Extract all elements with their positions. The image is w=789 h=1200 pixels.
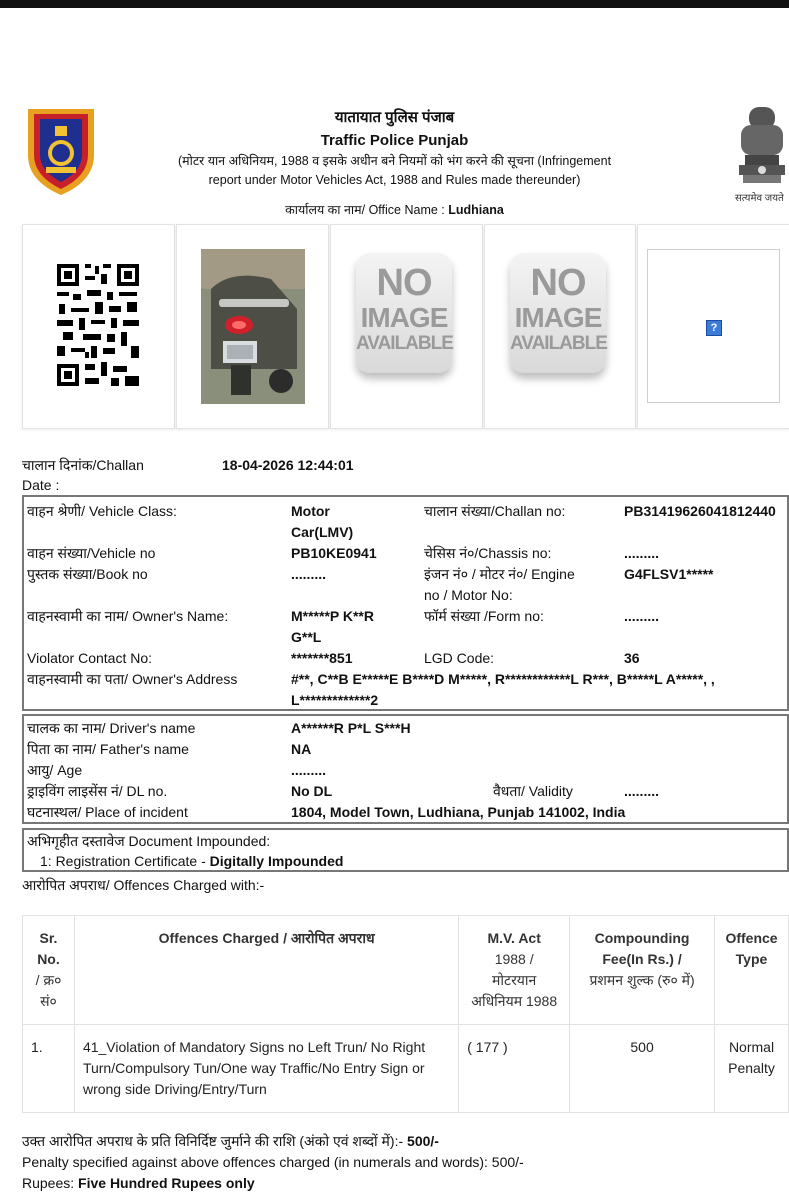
- impound-status: Digitally Impounded: [209, 853, 344, 869]
- rupees-label: Rupees:: [22, 1175, 75, 1191]
- qr-code-icon: [55, 262, 141, 388]
- validity-value: .........: [624, 783, 660, 799]
- penalty-hindi-value: 500/-: [407, 1133, 439, 1149]
- dl-no-value: No DL: [291, 783, 333, 799]
- penalty-hindi-text: उक्त आरोपित अपराध के प्रति विनिर्दिष्ट जुर्माने की राशि (अंको एवं शब्दों में):-: [22, 1133, 404, 1149]
- impound-item-text: 1: Registration Certificate -: [40, 853, 206, 869]
- fee-header-line2: Fee(In Rs.) /: [602, 951, 682, 967]
- challan-date-value: 18-04-2026 12:44:01: [222, 457, 354, 473]
- title-hindi: यातायात पुलिस पंजाब: [334, 109, 455, 126]
- top-bar: [0, 0, 789, 8]
- no-image-panel-1: [330, 224, 483, 429]
- no-image-placeholder-1: [356, 253, 452, 373]
- owner-name-value-line1: M*****P K**R: [291, 608, 374, 624]
- father-name-value: NA: [291, 741, 312, 757]
- type-line1: Normal: [728, 1039, 775, 1055]
- driver-name-value: A******R P*L S***H: [291, 720, 411, 736]
- office-value: Ludhiana: [448, 203, 504, 217]
- rupees-value: Five Hundred Rupees only: [78, 1175, 255, 1191]
- penalty-rupees: [22, 1173, 255, 1194]
- type-header-line2: Type: [735, 951, 768, 967]
- engine-no-label-line2: no / Motor No:: [424, 587, 513, 603]
- father-name-label: पिता का नाम/ Father's name: [27, 741, 189, 757]
- sr-no-header: [23, 916, 75, 1025]
- no-image-text-2: IMAGE: [514, 302, 602, 333]
- sr-header-line4: सं०: [40, 993, 57, 1009]
- offence-cell: 41_Violation of Mandatory Signs no Left Trun/ No Right Turn/Compulsory Tun/One way Traffic/No Entry Sign or wrong side Driving/Entry/Turn: [74, 1025, 458, 1113]
- offence-type-header: [715, 916, 789, 1025]
- act-header-line4: अधिनियम 1988: [471, 993, 558, 1009]
- age-label: आयु/ Age: [27, 762, 83, 778]
- driver-name-label: चालक का नाम/ Driver's name: [27, 720, 196, 736]
- form-no-label: फॉर्म संख्या /Form no:: [424, 608, 544, 624]
- fee-header: [570, 916, 715, 1025]
- owner-address-value-line1: #**, C**B E*****E B****D M*****, R************L R***, B*****L A*****, ,: [291, 671, 715, 687]
- act-header: [459, 916, 570, 1025]
- challan-date-label-line2: Date :: [22, 477, 60, 493]
- sr-header-line1: Sr.: [39, 930, 58, 946]
- no-image-text-1: NO: [530, 262, 586, 304]
- lgd-code-value: 36: [624, 650, 640, 666]
- evidence-photo-panel: [176, 224, 329, 429]
- broken-image-panel: [637, 224, 789, 429]
- offences-table: [22, 915, 789, 1113]
- motorcycle-photo: [201, 249, 305, 404]
- broken-image-frame: [647, 249, 780, 403]
- type-header-line1: Offence: [725, 930, 778, 946]
- impound-label: अभिगृहीत दस्तावेज Document Impounded:: [27, 833, 271, 849]
- chassis-no-value: .........: [624, 545, 660, 561]
- qr-code-panel: [22, 224, 175, 429]
- offences-heading: आरोपित अपराध/ Offences Charged with:-: [22, 877, 265, 893]
- challan-date-label-line1: चालान दिनांक/Challan: [22, 457, 144, 473]
- challan-no-value: PB31419626041812440: [624, 503, 776, 519]
- form-no-value: .........: [624, 608, 660, 624]
- contact-no-value: *******851: [291, 650, 353, 666]
- vehicle-no-label: वाहन संख्या/Vehicle no: [27, 545, 156, 561]
- vehicle-class-value-line2: Car(LMV): [291, 524, 354, 540]
- type-line2: Penalty: [728, 1060, 775, 1076]
- act-header-line2: 1988 /: [494, 951, 534, 967]
- engine-no-label-line1: इंजन नं० / मोटर नं०/ Engine: [424, 566, 575, 582]
- impound-item: [40, 851, 343, 872]
- no-image-placeholder-2: [510, 253, 606, 373]
- engine-no-value: G4FLSV1*****: [624, 566, 714, 582]
- book-no-value: .........: [291, 566, 327, 582]
- owner-name-label: वाहनस्वामी का नाम/ Owner's Name:: [27, 608, 229, 624]
- age-value: .........: [291, 762, 327, 778]
- place-of-incident-value: 1804, Model Town, Ludhiana, Punjab 141002, India: [291, 804, 626, 820]
- lgd-code-label: LGD Code:: [424, 650, 495, 666]
- title-english: Traffic Police Punjab: [320, 132, 469, 149]
- owner-address-label: वाहनस्वामी का पता/ Owner's Address: [27, 671, 238, 687]
- act-header-line3: मोटरयान: [492, 972, 537, 988]
- act-header-line1: M.V. Act: [487, 930, 541, 946]
- no-image-text-1: NO: [376, 262, 432, 304]
- challan-date-label: [22, 455, 144, 495]
- vehicle-class-label: वाहन श्रेणी/ Vehicle Class:: [27, 503, 177, 519]
- act-cell: ( 177 ): [459, 1025, 570, 1113]
- no-image-text-3: AVAILABLE: [510, 333, 607, 354]
- vehicle-no-value: PB10KE0941: [291, 545, 377, 561]
- sr-cell: 1.: [23, 1025, 75, 1113]
- vehicle-class-value-line1: Motor: [291, 503, 330, 519]
- fee-header-line1: Compounding: [594, 930, 690, 946]
- penalty-english: Penalty specified against above offences charged (in numerals and words): 500/-: [22, 1154, 524, 1170]
- book-no-label: पुस्तक संख्या/Book no: [27, 566, 148, 582]
- validity-label: वैधता/ Validity: [493, 783, 573, 799]
- chassis-no-label: चेसिस नं०/Chassis no:: [424, 545, 552, 561]
- emblem-caption: सत्यमेव जयते: [735, 193, 784, 204]
- owner-name-value-line2: G**L: [291, 629, 322, 645]
- impound-box: [22, 828, 789, 872]
- no-image-panel-2: [484, 224, 636, 429]
- owner-address-value-line2: L*************2: [291, 692, 379, 708]
- vehicle-details-box: [22, 495, 789, 711]
- office-name: [0, 200, 789, 220]
- fee-header-line3: प्रशमन शुल्क (रु० में): [589, 972, 695, 988]
- dl-no-label: ड्राइविंग लाइसेंस नं/ DL no.: [27, 783, 168, 799]
- broken-image-icon: ?: [706, 320, 722, 336]
- no-image-text-2: IMAGE: [360, 302, 448, 333]
- sr-header-line3: / क्र०: [35, 972, 62, 988]
- office-label: कार्यालय का नाम/ Office Name :: [285, 203, 445, 217]
- offence-type-cell: [715, 1025, 789, 1113]
- sr-header-line2: No.: [37, 951, 60, 967]
- offence-header: Offences Charged / आरोपित अपराध: [74, 916, 458, 1025]
- no-image-text-3: AVAILABLE: [356, 333, 453, 354]
- driver-details-box: [22, 714, 789, 824]
- offences-table-header: [23, 916, 789, 1025]
- place-of-incident-label: घटनास्थल/ Place of incident: [27, 804, 188, 820]
- penalty-hindi: [22, 1131, 439, 1152]
- contact-no-label: Violator Contact No:: [27, 650, 153, 666]
- subtitle-line1: (मोटर यान अधिनियम, 1988 व इसके अधीन बने नियमों को भंग करने की सूचना (Infringement: [177, 154, 612, 168]
- subtitle-line2: report under Motor Vehicles Act, 1988 and Rules made thereunder): [208, 173, 581, 187]
- challan-no-label: चालान संख्या/Challan no:: [424, 503, 566, 519]
- fee-cell: 500: [570, 1025, 715, 1113]
- table-row: [23, 1025, 789, 1113]
